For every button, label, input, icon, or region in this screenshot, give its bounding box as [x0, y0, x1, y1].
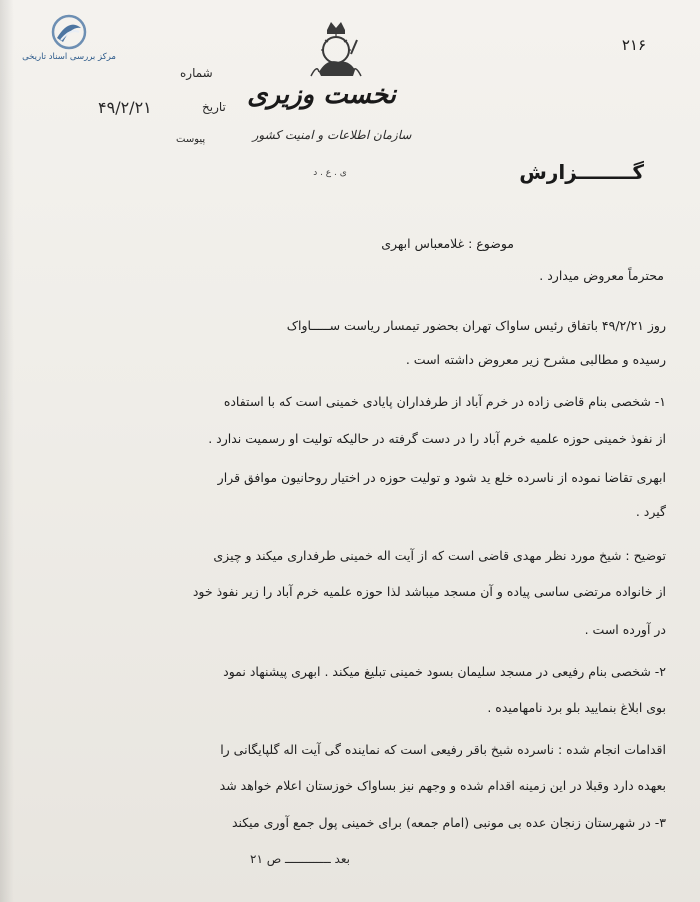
- page-number: ۲۱۶: [621, 36, 646, 54]
- body-line: بعهده دارد وقبلا در این زمینه اقدام شده و وجهم نیز بساواک خوزستان اعلام خواهد شد: [219, 778, 666, 793]
- date-value: ۴۹/۲/۲۱: [98, 98, 152, 117]
- organization-code: ی . ع . د: [313, 168, 347, 178]
- body-line: ابهری تقاضا نموده از ناسرده خلع ید شود و تولیت حوزه در اختیار روحانیون موافق قرار: [217, 470, 666, 485]
- body-line: بوی ابلاغ بنمایید بلو برد نامهامیده .: [487, 700, 666, 715]
- date-label: تاریخ: [202, 100, 226, 114]
- body-line: ۳- در شهرستان زنجان عده بی مونبی (امام جمعه) برای خمینی پول جمع آوری میکند: [231, 815, 666, 830]
- body-line: روز ۴۹/۲/۲۱ باتفاق رئیس ساواک تهران بحضور تیمسار ریاست ســـــاواک: [286, 318, 666, 333]
- body-line: ۲- شخصی بنام رفیعی در مسجد سلیمان بسود خمینی تبلیغ میکند . ابهری پیشنهاد نمود: [223, 664, 666, 679]
- archive-watermark: [18, 14, 120, 70]
- report-title: گــــــــزارش: [519, 160, 644, 184]
- body-line: رسیده و مطالبی مشرح زیر معروض داشته است .: [405, 352, 666, 367]
- organization-title: نخست وزیری: [247, 80, 396, 110]
- body-line: گیرد .: [635, 504, 666, 519]
- body-line: از خانواده مرتضی ساسی پیاده و آن مسجد میباشد لذا حوزه علمیه خرم آباد را زیر نفوذ خود: [192, 584, 666, 599]
- organization-subtitle: سازمان اطلاعات و امنیت کشور: [252, 128, 412, 142]
- lion-and-sun-emblem-icon: [305, 20, 367, 82]
- salutation: محترماً معروض میدارد .: [539, 268, 664, 283]
- body-line: در آورده است .: [584, 622, 666, 637]
- continuation-note: بعد ـــــــــــــ ص ۲۱: [250, 852, 350, 866]
- archive-logo-icon: [47, 14, 91, 50]
- body-line: اقدامات انجام شده : ناسرده شیخ باقر رفیعی است که نماینده گی آیت اله گلپایگانی را: [220, 742, 666, 757]
- attachment-label: پیوست: [176, 134, 206, 145]
- body-line: توضیح : شیخ مورد نظر مهدی قاضی است که از آیت اله خمینی طرفداری میکند و چیزی: [213, 548, 666, 563]
- number-label: شماره: [180, 66, 213, 80]
- report-subject: موضوع : غلامعباس ابهری: [381, 236, 514, 251]
- watermark-text: مرکز بررسی اسناد تاریخی: [22, 52, 116, 62]
- page-shadow: [0, 0, 14, 902]
- body-line: از نفوذ خمینی حوزه علمیه خرم آباد را در دست گرفته در حالیکه تولیت او رسمیت ندارد .: [208, 431, 666, 446]
- body-line: ۱- شخصی بنام قاضی زاده در خرم آباد از طرفداران پایادی خمینی است که با استفاده: [223, 394, 666, 409]
